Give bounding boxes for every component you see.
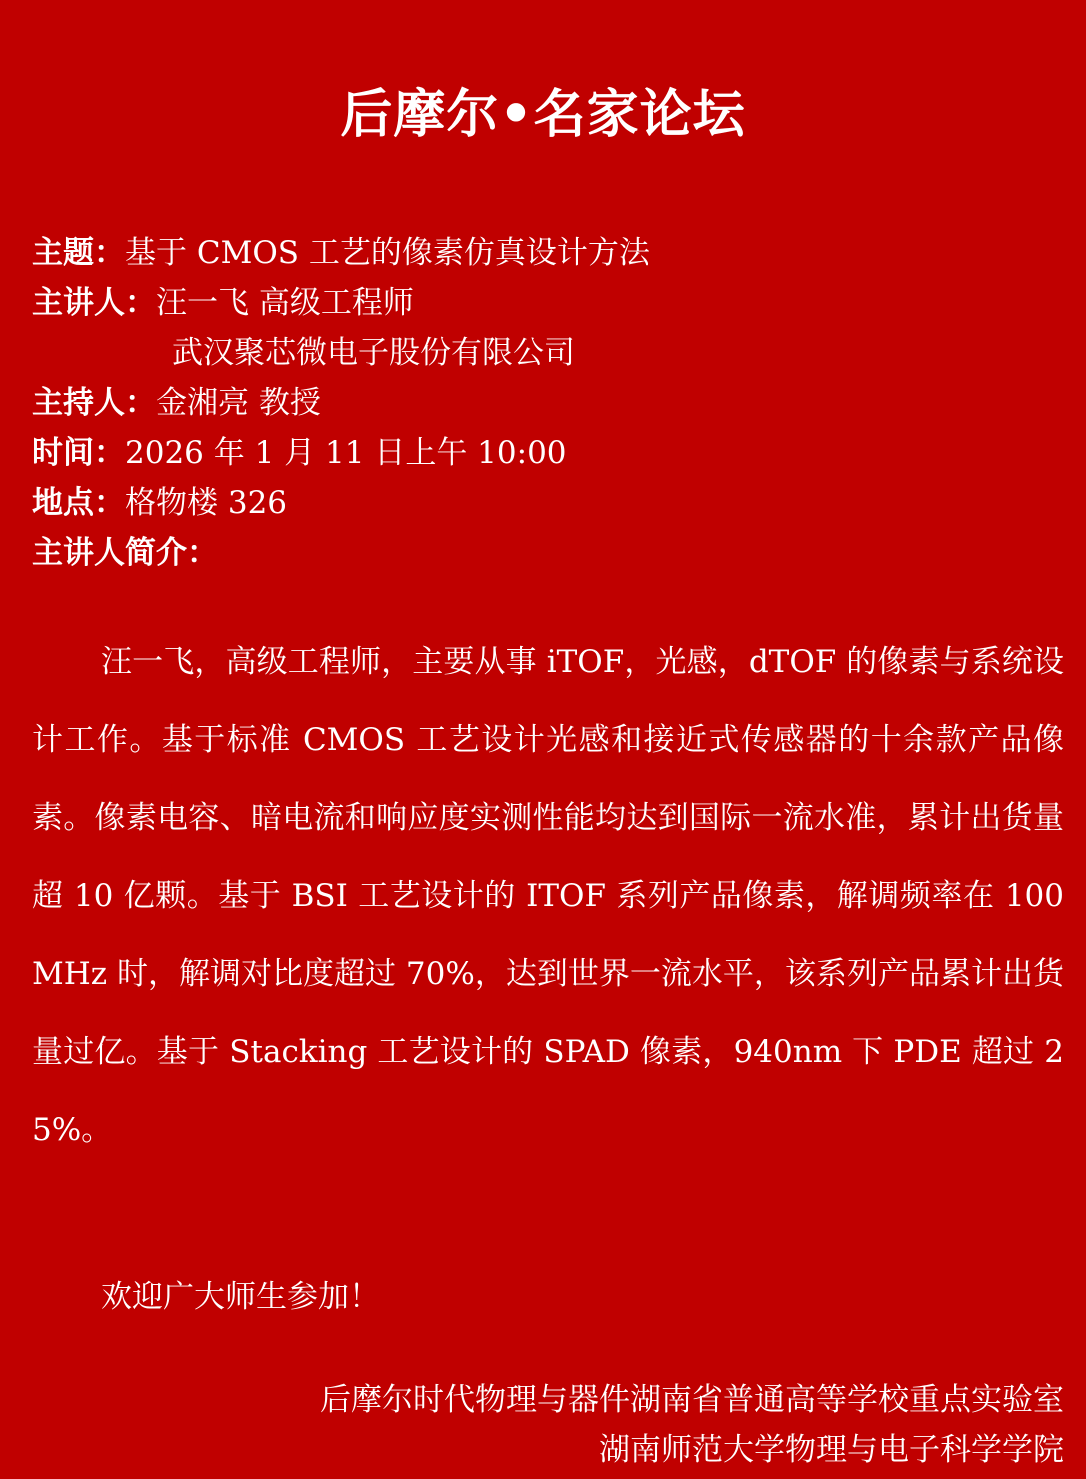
location-row bbox=[32, 478, 1062, 528]
poster-title: 后摩尔•名家论坛 bbox=[340, 84, 746, 145]
bio-label: 主讲人简介： bbox=[32, 535, 218, 571]
time-label: 时间： bbox=[32, 435, 125, 471]
topic-label: 主题： bbox=[32, 235, 125, 271]
organizer-school: 湖南师范大学物理与电子科学学院 bbox=[599, 1432, 1064, 1468]
speaker-org: 武汉聚芯微电子股份有限公司 bbox=[172, 335, 575, 371]
bio-heading-row bbox=[32, 528, 1062, 578]
location-value: 格物楼 326 bbox=[125, 485, 288, 521]
speaker-label: 主讲人： bbox=[32, 285, 156, 321]
welcome-text: 欢迎广大师生参加！ bbox=[101, 1279, 380, 1315]
organizer-footer bbox=[320, 1375, 1064, 1475]
topic-value: 基于 CMOS 工艺的像素仿真设计方法 bbox=[125, 235, 650, 271]
host-value: 金湘亮 教授 bbox=[156, 385, 321, 421]
speaker-row bbox=[32, 278, 1062, 328]
time-row bbox=[32, 428, 1062, 478]
speaker-org-row bbox=[32, 328, 1062, 378]
time-value: 2026 年 1 月 11 日上午 10:00 bbox=[125, 435, 567, 471]
event-info bbox=[32, 228, 1062, 578]
organizer-lab: 后摩尔时代物理与器件湖南省普通高等学校重点实验室 bbox=[320, 1382, 1064, 1418]
speaker-value: 汪一飞 高级工程师 bbox=[156, 285, 414, 321]
speaker-bio: 汪一飞，高级工程师，主要从事 iTOF，光感，dTOF 的像素与系统设计工作。基于标准 CMOS 工艺设计光感和接近式传感器的十余款产品像素。像素电容、暗电流和响应度实测性能均达到国际一流水准，累计出货量超 10 亿颗。基于 BSI 工艺设计的 ITOF 系列产品像素，解调频率在 100MHz 时，解调对比度超过 70%，达到世界一流水平，该系列产品累计出货量过亿。基于 Stacking 工艺设计的 SPAD 像素，940nm 下 PDE 超过 25%。 bbox=[32, 644, 1064, 1148]
topic-row bbox=[32, 228, 1062, 278]
host-label: 主持人： bbox=[32, 385, 156, 421]
location-label: 地点： bbox=[32, 485, 125, 521]
host-row bbox=[32, 378, 1062, 428]
